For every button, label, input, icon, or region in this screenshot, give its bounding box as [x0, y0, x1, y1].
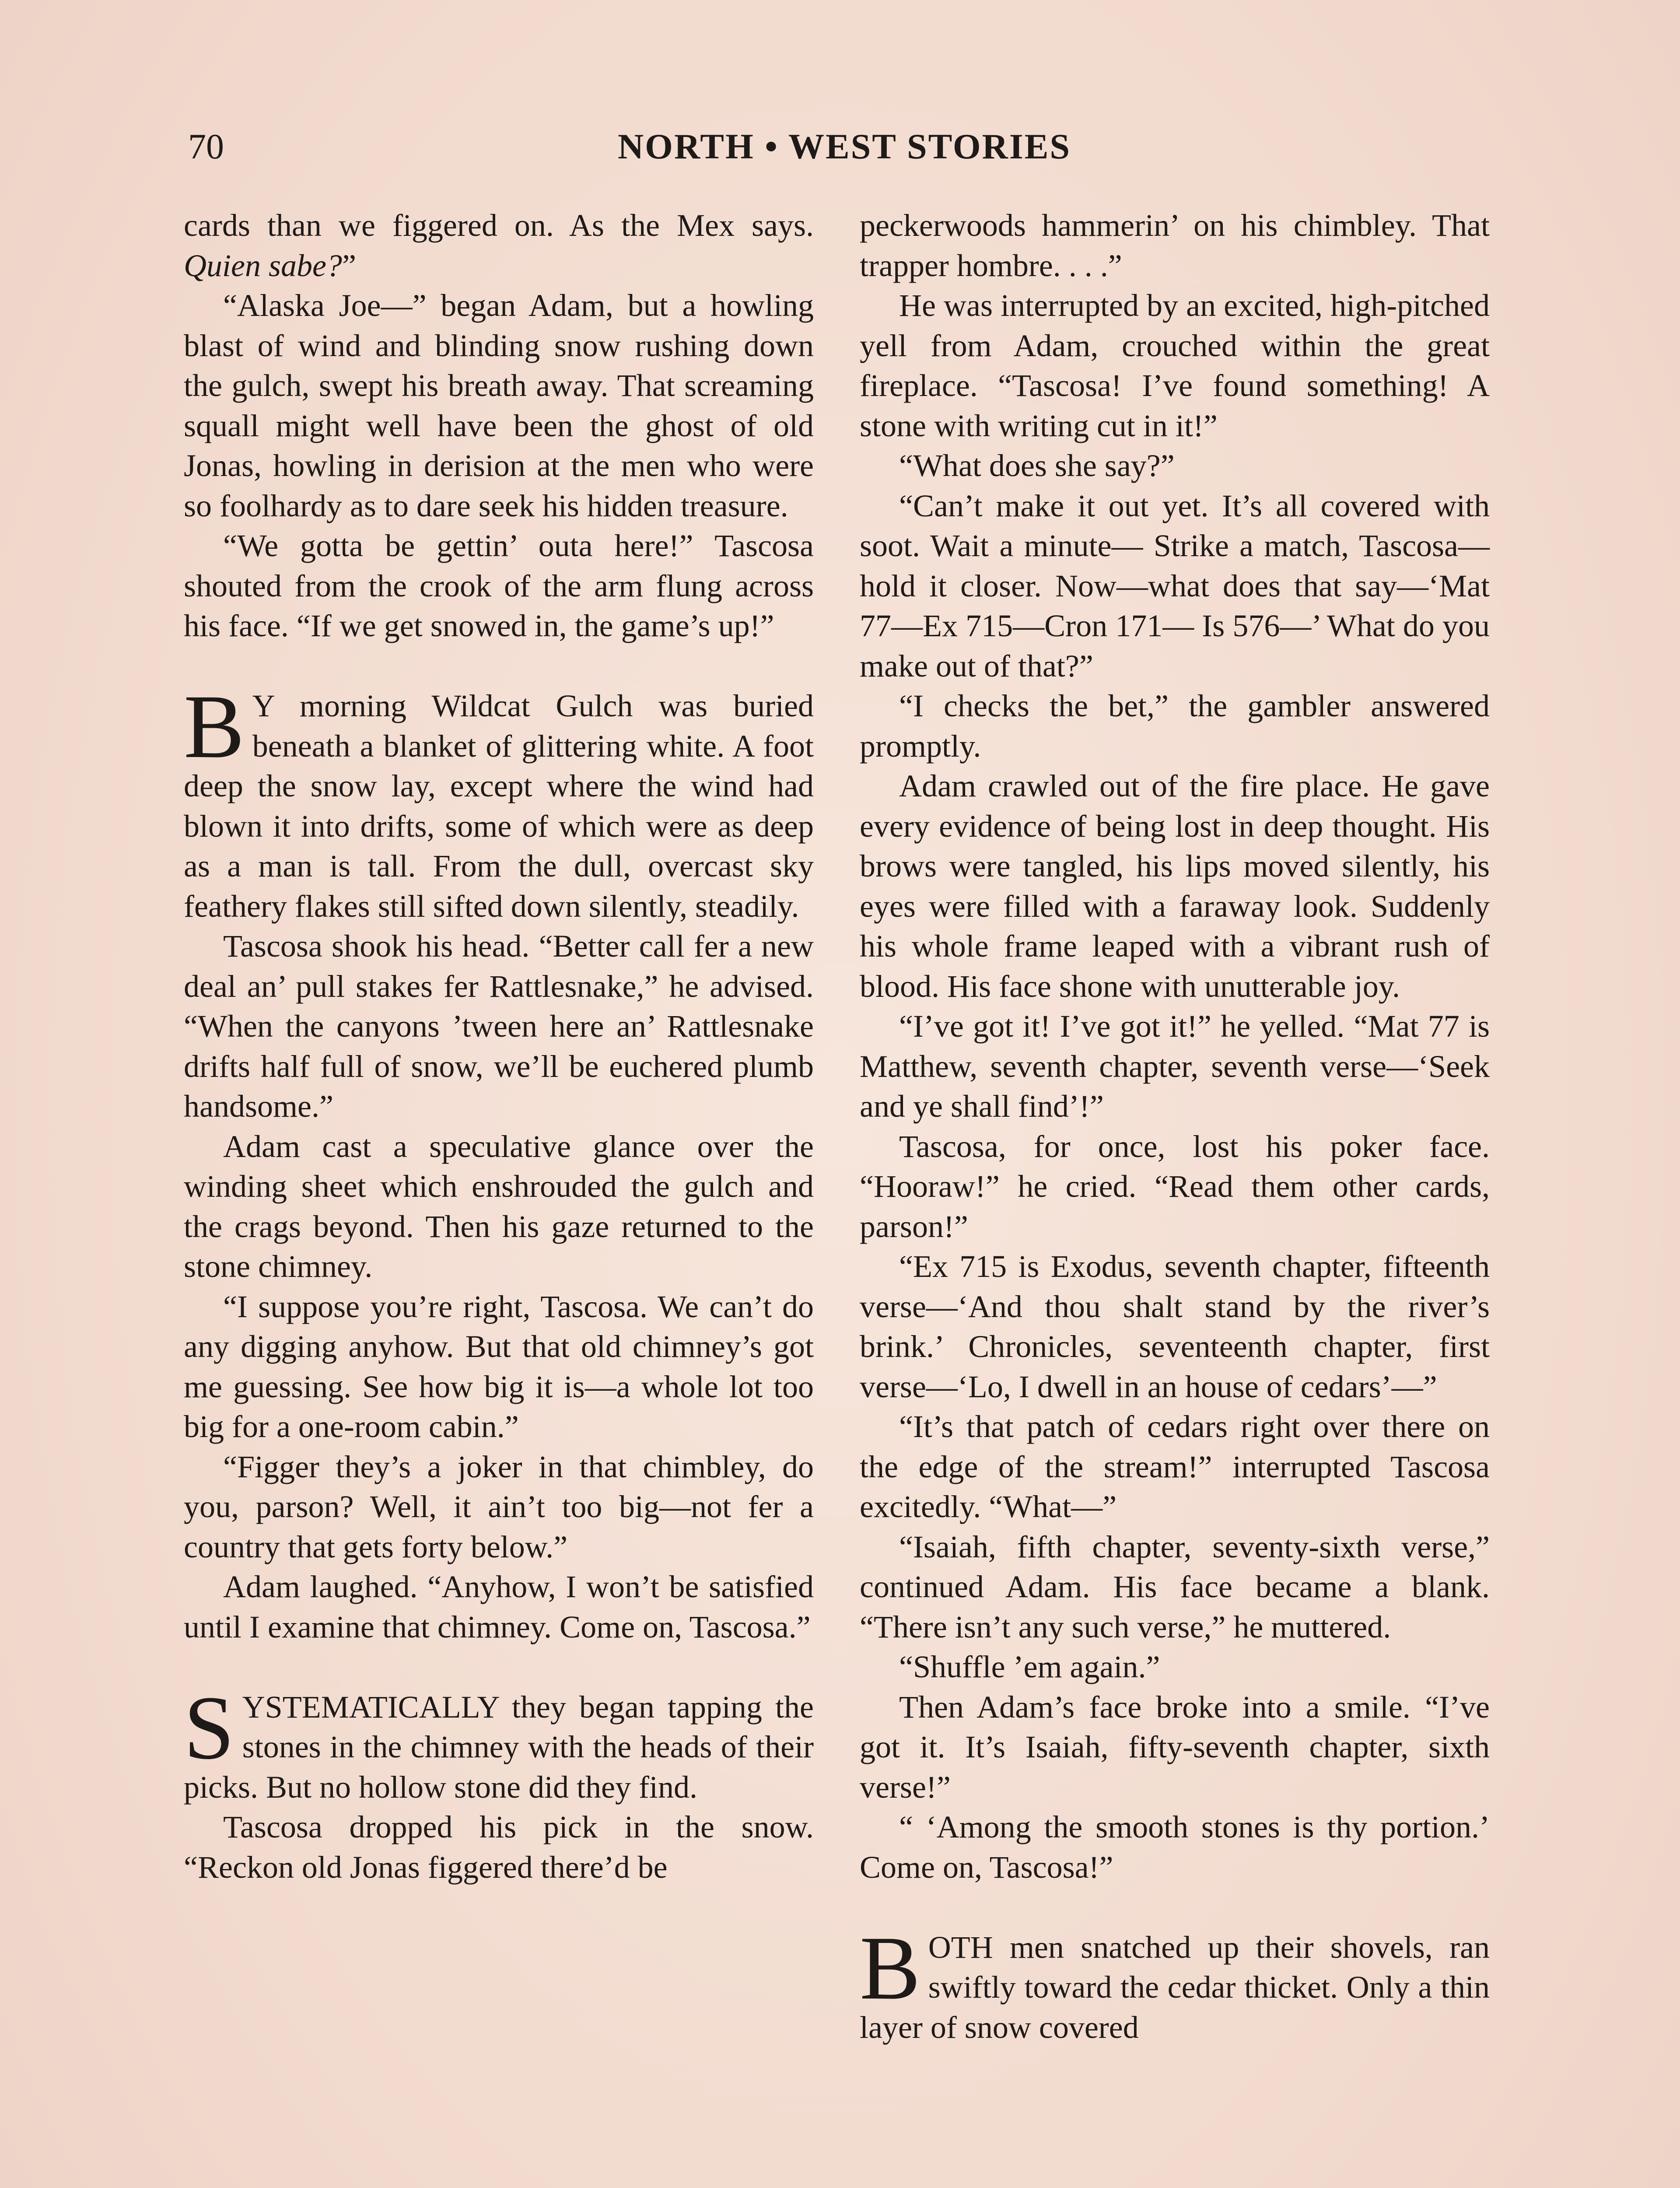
- left-column: [184, 206, 814, 1887]
- paragraph: Adam crawled out of the fire place. He gave every evidence of being lost in deep thought. His brows were tangled, his lips moved silently, his eyes were filled with a faraway look. Suddenly his whole frame leaped with a vibrant rush of blood. His face shone with unutterable joy.: [860, 768, 1490, 1004]
- paragraph: “Ex 715 is Exodus, seventh chapter, fifteenth verse—‘And thou shalt stand by the river’s brink.’ Chronicles, seventeenth chapter, first verse—‘Lo, I dwell in an house of cedars’—”: [860, 1249, 1490, 1404]
- section-opening: SYSTEMATICALLY they began tapping the stones in the chimney with the heads of their picks. But no hollow stone did they find.: [184, 1677, 814, 1805]
- paragraph: “We gotta be gettin’ outa here!” Tascosa shouted from the crook of the arm flung across his face. “If we get snowed in, the game’s up!”: [184, 528, 814, 643]
- right-column: [860, 206, 1490, 2048]
- italic-phrase: Quien sabe?: [184, 248, 342, 283]
- paragraph: Tascosa shook his head. “Better call fer a new deal an’ pull stakes fer Rattlesnake,” he advised. “When the canyons ’tween here an’ Rattlesnake drifts half full of snow, we’ll be euchered plumb handsome.”: [184, 929, 814, 1124]
- page-header: [188, 123, 1501, 171]
- section-opening: B Y morning Wildcat Gulch was buried beneath a blanket of glittering white. A foot deep the snow lay, except where the wind had blown it into drifts, some of which were as deep as a man is tall. From the dull, overcast sky feathery flakes still sifted down silently, steadily.: [184, 676, 814, 924]
- page-number: 70: [188, 126, 224, 166]
- paragraph: “Can’t make it out yet. It’s all covered with soot. Wait a minute— Strike a match, Tascosa—hold it closer. Now—what does that say—‘Mat 77—Ex 715—Cron 171— Is 576—’ What do you make out of that?”: [860, 488, 1490, 684]
- paragraph: “I’ve got it! I’ve got it!” he yelled. “Mat 77 is Matthew, seventh chapter, seventh verse—‘Seek and ye shall find’!”: [860, 1009, 1490, 1124]
- paragraph: “Alaska Joe—” began Adam, but a howling blast of wind and blinding snow rushing down the gulch, swept his breath away. That screaming squall might well have been the ghost of old Jonas, howling in derision at the men who were so foolhardy as to dare seek his hidden treasure.: [184, 288, 814, 523]
- paragraph: cards than we figgered on. As the Mex says. Quien sabe?”: [184, 208, 814, 283]
- paragraph: “Figger they’s a joker in that chimbley, do you, parson? Well, it ain’t too big—not fer a country that gets forty below.”: [184, 1449, 814, 1564]
- paragraph: Tascosa, for once, lost his poker face. “Hooraw!” he cried. “Read them other cards, parson!”: [860, 1129, 1490, 1244]
- drop-cap: S: [184, 1677, 234, 1778]
- paragraph: “Isaiah, fifth chapter, seventy-sixth verse,” continued Adam. His face became a blank. “There isn’t any such verse,” he muttered.: [860, 1529, 1490, 1645]
- paragraph: “I checks the bet,” the gambler answered promptly.: [860, 688, 1490, 764]
- paragraph: “What does she say?”: [899, 448, 1175, 483]
- paragraph: “I suppose you’re right, Tascosa. We can’t do any digging anyhow. But that old chimney’s got me guessing. See how big it is—a whole lot too big for a one-room cabin.”: [184, 1289, 814, 1444]
- paragraph: “It’s that patch of cedars right over there on the edge of the stream!” interrupted Tascosa excitedly. “What—”: [860, 1409, 1490, 1524]
- paragraph: He was interrupted by an excited, high-pitched yell from Adam, crouched within the great fireplace. “Tascosa! I’ve found something! A stone with writing cut in it!”: [860, 288, 1490, 443]
- paragraph: Then Adam’s face broke into a smile. “I’ve got it. It’s Isaiah, fifty-seventh chapter, sixth verse!”: [860, 1689, 1490, 1805]
- paragraph: “ ‘Among the smooth stones is thy portion.’ Come on, Tascosa!”: [860, 1809, 1490, 1885]
- paragraph: peckerwoods hammerin’ on his chimbley. That trapper hombre. . . .”: [860, 208, 1490, 283]
- drop-cap: B: [860, 1917, 920, 2018]
- section-opening: BOTH men snatched up their shovels, ran swiftly toward the cedar thicket. Only a thin layer of snow covered: [860, 1917, 1490, 2045]
- paragraph: Adam laughed. “Anyhow, I won’t be satisfied until I examine that chimney. Come on, Tascosa.”: [184, 1569, 814, 1645]
- paragraph: “Shuffle ’em again.”: [899, 1649, 1160, 1684]
- paragraph: Adam cast a speculative glance over the winding sheet which enshrouded the gulch and the crags beyond. Then his gaze returned to the stone chimney.: [184, 1129, 814, 1284]
- paragraph: Tascosa dropped his pick in the snow. “Reckon old Jonas figgered there’d be: [184, 1809, 814, 1885]
- drop-cap: B: [184, 676, 245, 777]
- running-title: NORTH • WEST STORIES: [617, 126, 1071, 166]
